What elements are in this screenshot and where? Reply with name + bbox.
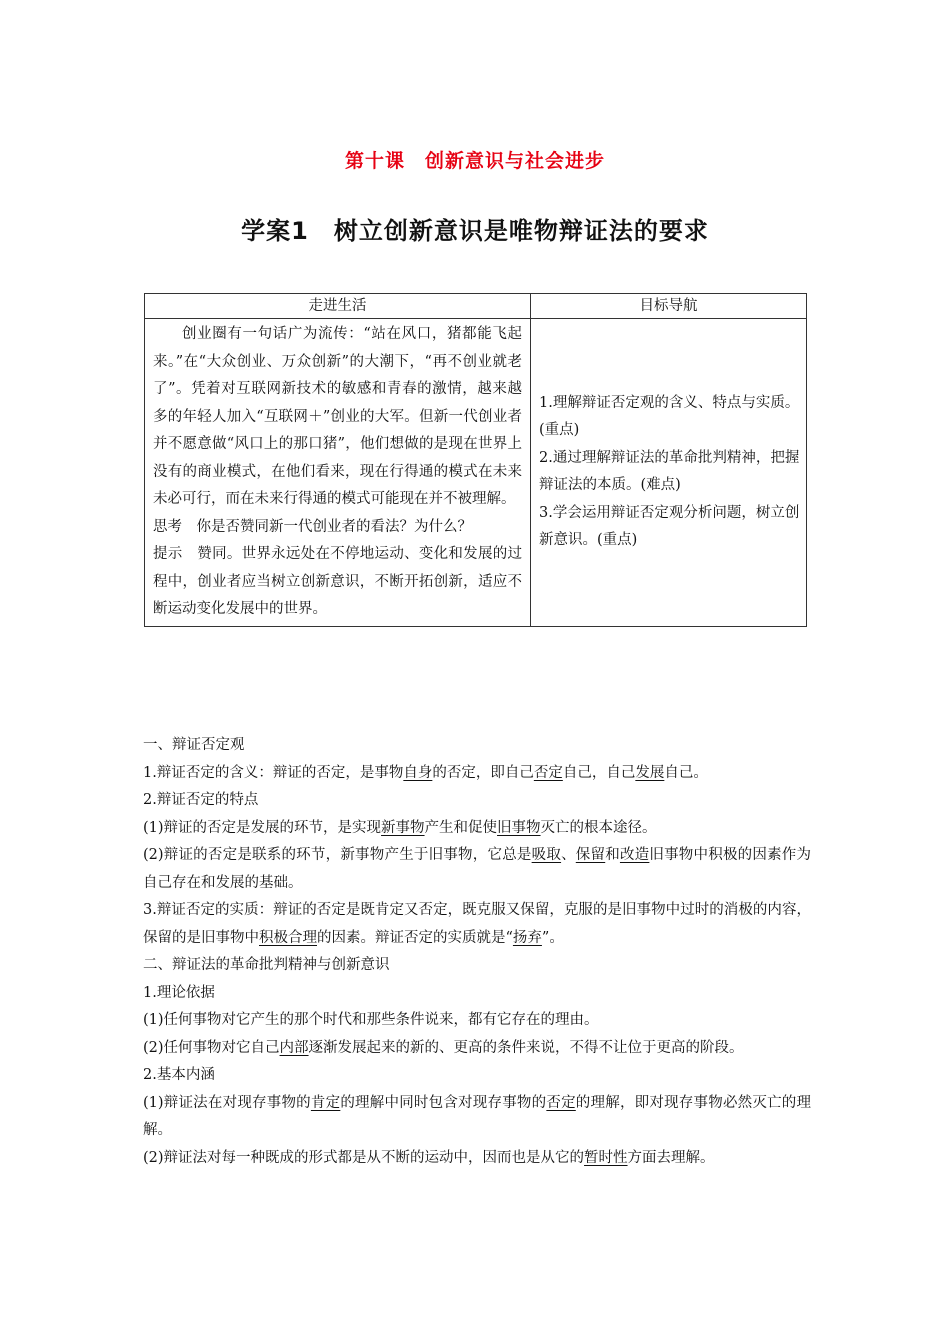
underlined-term: 吸取 bbox=[531, 847, 562, 863]
underlined-term: 暂时性 bbox=[584, 1149, 628, 1166]
underlined-term: 肯定 bbox=[310, 1094, 341, 1111]
paragraph: 2.辩证否定的特点 bbox=[143, 792, 259, 808]
underlined-term: 保留 bbox=[575, 847, 606, 863]
underlined-term: 扬弃 bbox=[512, 929, 542, 946]
section-heading: 二、辩证法的革命批判精神与创新意识 bbox=[143, 957, 390, 973]
header-goals: 目标导航 bbox=[531, 294, 807, 319]
goals-cell bbox=[531, 319, 807, 627]
lesson-content bbox=[143, 732, 811, 1172]
intro-table-header bbox=[145, 294, 807, 319]
goal-item: 1.理解辩证否定观的含义、特点与实质。(重点) bbox=[539, 394, 800, 439]
underlined-term: 旧事物 bbox=[497, 819, 541, 836]
paragraph: (2)辩证法对每一种既成的形式都是从不断的运动中，因而也是从它的暂时性方面去理解。 bbox=[143, 1149, 715, 1166]
life-text: 创业圈有一句话广为流传：“站在风口，猪都能飞起来。”在“大众创业、万众创新”的大潮下，“再不创业就老了”。凭着对互联网新技术的敏感和青春的激情，越来越多的年轻人加入“互联网＋”创业的大军。但新一代创业者并不愿意做“风口上的那口猪”，他们想做的是现在世界上没有的商业模式，在他们看来，现在行得通的模式在未来未必可行，而在未来行得通的模式可能现在并不被理解。 bbox=[153, 326, 522, 507]
underlined-term: 发展 bbox=[635, 764, 665, 781]
underlined-term: 积极合理 bbox=[259, 929, 317, 946]
underlined-term: 自身 bbox=[403, 764, 433, 781]
goal-item: 3.学会运用辩证否定观分析问题，树立创新意识。(重点) bbox=[539, 504, 800, 549]
think-text: 思考 你是否赞同新一代创业者的看法？为什么？ bbox=[153, 518, 472, 535]
hint-text: 提示 赞同。世界永远处在不停地运动、变化和发展的过程中，创业者应当树立创新意识，不断开拓创新，适应不断运动变化发展中的世界。 bbox=[153, 546, 522, 617]
paragraph: (1)辩证的否定是发展的环节，是实现新事物产生和促使旧事物灭亡的根本途径。 bbox=[143, 819, 657, 836]
underlined-term: 内部 bbox=[279, 1039, 309, 1056]
case-title: 学案1 树立创新意识是唯物辩证法的要求 bbox=[241, 217, 709, 245]
underlined-term: 新事物 bbox=[381, 819, 425, 836]
paragraph: 2.基本内涵 bbox=[143, 1067, 215, 1083]
paragraph: (1)任何事物对它产生的那个时代和那些条件说来，都有它存在的理由。 bbox=[143, 1012, 599, 1028]
underlined-term: 否定 bbox=[533, 764, 563, 781]
underlined-term: 改造 bbox=[619, 847, 650, 863]
section-heading: 一、辩证否定观 bbox=[143, 737, 245, 753]
paragraph: 3.辩证否定的实质：辩证的否定是既肯定又否定，既克服又保留，克服的是旧事物中过时的消极的内容，保留的是旧事物中积极合理的因素。辩证否定的实质就是“扬弃”。 bbox=[143, 902, 811, 946]
lesson-title: 第十课 创新意识与社会进步 bbox=[344, 150, 605, 172]
intro-table-body bbox=[145, 319, 807, 627]
paragraph: 1.辩证否定的含义：辩证的否定，是事物自身的否定，即自己否定自己，自己发展自己。 bbox=[143, 764, 708, 781]
goal-item: 2.通过理解辩证法的革命批判精神，把握辩证法的本质。(难点) bbox=[539, 449, 800, 494]
paragraph: (2)任何事物对它自己内部逐渐发展起来的新的、更高的条件来说，不得不让位于更高的阶段。 bbox=[143, 1039, 744, 1056]
intro-table bbox=[144, 293, 807, 627]
underlined-term: 否定 bbox=[546, 1094, 576, 1111]
paragraph: 1.理论依据 bbox=[143, 984, 215, 1001]
header-life: 走进生活 bbox=[145, 294, 531, 319]
paragraph: (1)辩证法在对现存事物的肯定的理解中同时包含对现存事物的否定的理解，即对现存事物必然灭亡的理解。 bbox=[143, 1094, 812, 1138]
paragraph: (2)辩证的否定是联系的环节，新事物产生于旧事物，它总是吸取、保留和改造旧事物中积极的因素作为自己存在和发展的基础。 bbox=[143, 847, 812, 891]
life-cell bbox=[145, 319, 531, 627]
